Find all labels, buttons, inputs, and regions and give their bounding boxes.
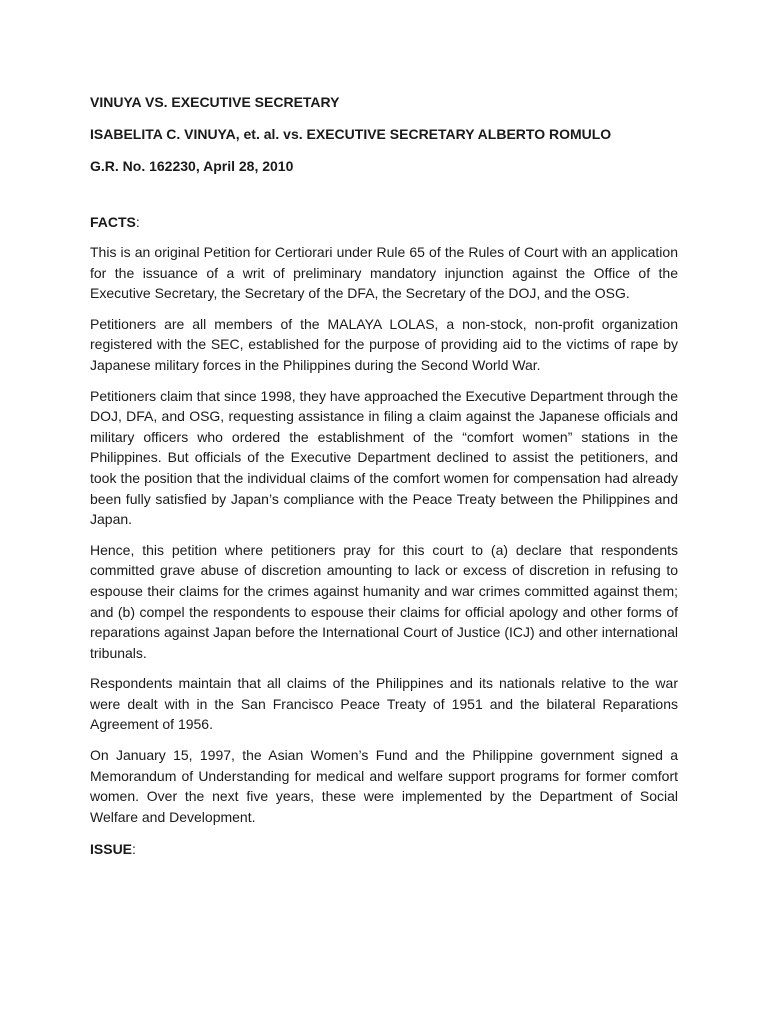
facts-paragraph-5: Respondents maintain that all claims of the Philippines and its nationals relative to the war were dealt with in the San Francisco Peace Treaty of 1951 and the bilateral Reparations Agreement of 1956. xyxy=(90,675,678,733)
case-parties: ISABELITA C. VINUYA, et. al. vs. EXECUTIVE SECRETARY ALBERTO ROMULO xyxy=(90,126,612,142)
facts-heading-label: FACTS xyxy=(90,214,136,230)
issue-heading-label: ISSUE xyxy=(90,841,133,858)
facts-heading-colon: : xyxy=(135,214,140,230)
facts-paragraph-4: Hence, this petition where petitioners pray for this court to (a) declare that respondents committed grave abuse of discretion amounting to lack or excess of discretion in refusing to espouse their claims for the crimes against humanity and war crimes committed against them; and (b) compel the respondents to espouse their claims for official apology and other forms of reparations against Japan before the International Court of Justice (ICJ) and other international tribunals. xyxy=(90,541,678,661)
facts-paragraph-2: Petitioners are all members of the MALAYA LOLAS, a non-stock, non-profit organization registered with the SEC, established for the purpose of providing aid to the victims of rape by Japanese military forces in the Philippines during the Second World War. xyxy=(90,315,678,373)
facts-heading xyxy=(90,212,678,232)
facts-paragraph-3: Petitioners claim that since 1998, they have approached the Executive Department through the DOJ, DFA, and OSG, requesting assistance in filing a claim against the Japanese officials and military officers who ordered the establishment of the “comfort women” stations in the Philippines. But officials of the Executive Department declined to assist the petitioners, and took the position that the individual claims of the comfort women for compensation had already been fully satisfied by Japan’s compliance with the Peace Treaty between the Philippines and Japan. xyxy=(90,387,678,528)
case-title: VINUYA VS. EXECUTIVE SECRETARY xyxy=(90,94,340,110)
facts-paragraph-6: On January 15, 1997, the Asian Women’s Fund and the Philippine government signed a Memorandum of Understanding for medical and welfare support programs for former comfort women. Over the next five years, these were implemented by the Department of Social Welfare and Development. xyxy=(90,747,678,825)
issue-heading xyxy=(90,839,678,859)
case-citation: G.R. No. 162230, April 28, 2010 xyxy=(90,158,294,174)
issue-heading-colon: : xyxy=(132,841,136,858)
facts-paragraph-1: This is an original Petition for Certiorari under Rule 65 of the Rules of Court with an application for the issuance of a writ of preliminary mandatory injunction against the Office of the Executive Secretary, the Secretary of the DFA, the Secretary of the DOJ, and the OSG. xyxy=(90,244,678,302)
